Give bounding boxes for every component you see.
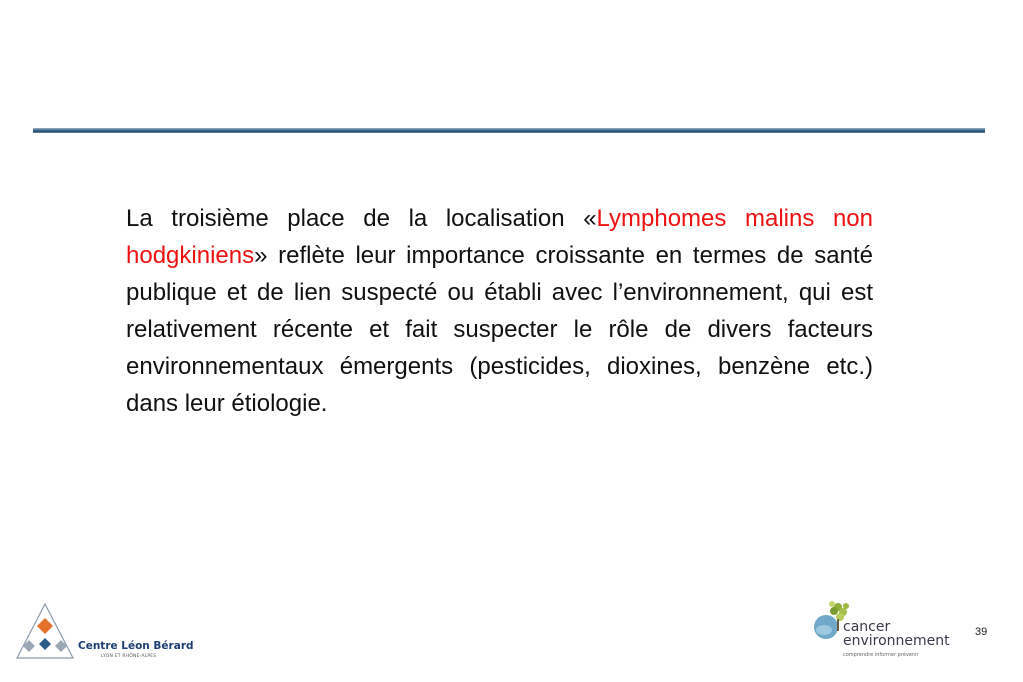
body-paragraph — [126, 200, 873, 422]
centre-leon-berard-logo — [15, 600, 194, 664]
paragraph-text-after: » reflète leur importance croissante en termes de santé publique et de lien suspecté ou établi avec l’environnement, qui est relativement récente et fait suspecter le rôle de divers facteurs environnementaux émergents (pesticides, dioxines, benzène etc.) dans leur étiologie. — [126, 242, 873, 417]
ce-line1: cancer — [843, 619, 891, 635]
paragraph-text-before: La troisième place de la localisation « — [126, 205, 597, 232]
clb-name: Centre Léon Bérard — [78, 640, 194, 652]
clb-subtitle: LYON ET RHÔNE-ALPES — [101, 654, 157, 659]
ce-tagline: comprendre informer prévenir — [843, 652, 919, 658]
ce-line2: environnement — [843, 633, 950, 649]
paragraph-highlight: Lymphomes malins non hodgkiniens — [126, 205, 873, 269]
slide-number: 39 — [975, 626, 988, 638]
title-divider — [33, 128, 985, 133]
cancer-environnement-logo — [810, 597, 955, 667]
clb-diamond-icon — [15, 600, 85, 664]
ce-name — [843, 620, 950, 648]
